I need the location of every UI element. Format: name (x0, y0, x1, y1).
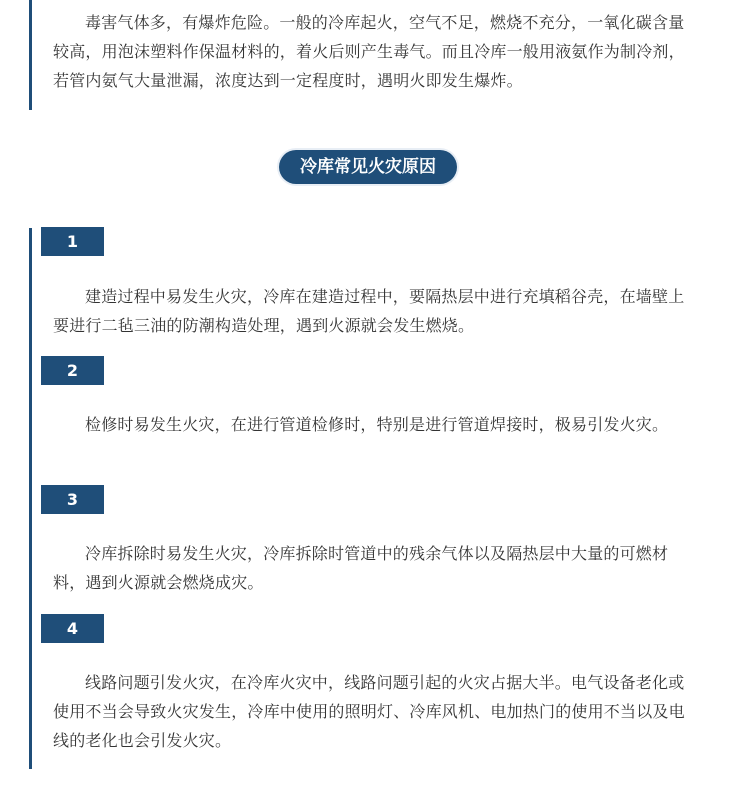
intro-paragraph: 毒害气体多，有爆炸危险。一般的冷库起火，空气不足，燃烧不充分，一氧化碳含量较高，用泡沫塑料作保温材料的，着火后则产生毒气。而且冷库一般用液氨作为制冷剂，若管内氨气大量泄漏，浓度达到一定程度时，遇明火即发生爆炸。 (53, 13, 685, 90)
intro-accent-bar (29, 0, 32, 110)
causes-accent-bar (29, 228, 32, 769)
cause-text: 建造过程中易发生火灾，冷库在建造过程中，要隔热层中进行充填稻谷壳，在墙壁上要进行二毡三油的防潮构造处理，遇到火源就会发生燃烧。 (53, 287, 685, 335)
cause-text: 检修时易发生火灾，在进行管道检修时，特别是进行管道焊接时，极易引发火灾。 (85, 415, 669, 434)
cause-number-badge: 2 (41, 356, 104, 385)
section-title: 冷库常见火灾原因 (279, 150, 457, 184)
cause-number-badge: 1 (41, 227, 104, 256)
cause-number-badge: 3 (41, 485, 104, 514)
cause-text: 线路问题引发火灾，在冷库火灾中，线路问题引起的火灾占据大半。电气设备老化或使用不当会导致火灾发生，冷库中使用的照明灯、冷库风机、电加热门的使用不当以及电线的老化也会引发火灾。 (53, 673, 685, 750)
cause-text: 冷库拆除时易发生火灾，冷库拆除时管道中的残余气体以及隔热层中大量的可燃材料，遇到火源就会燃烧成灾。 (53, 544, 669, 592)
cause-number-badge: 4 (41, 614, 104, 643)
